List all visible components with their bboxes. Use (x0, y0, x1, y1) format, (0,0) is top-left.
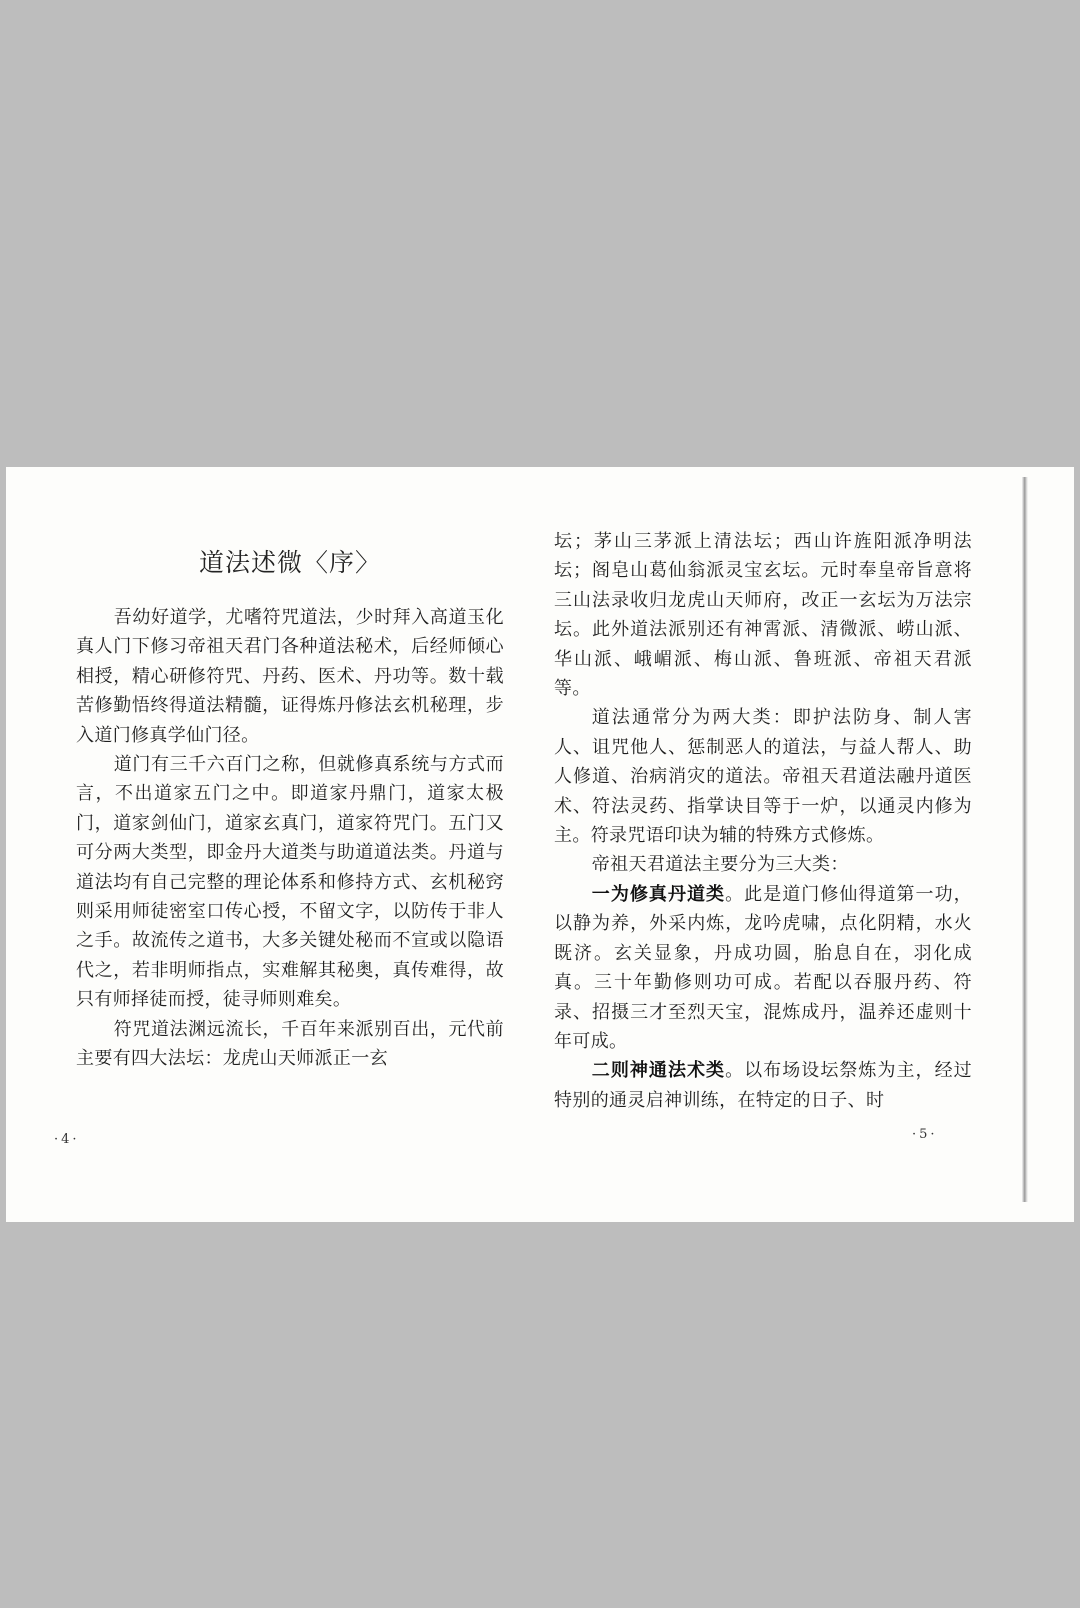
category-heading: 二则神通法术类 (591, 1060, 726, 1082)
page-title: 道法述微〈序〉 (198, 548, 381, 577)
page-number-right: ·5· (912, 1127, 938, 1142)
list-item-first-category (554, 880, 972, 1056)
paragraph: 道法通常分为两大类：即护法防身、制人害人、诅咒他人、惩制恶人的道法，与益人帮人、助人修道、治病消灾的道法。帝祖天君道法融丹道医术、符法灵药、指掌诀目等于一炉，以通灵内修为主。符录咒语印诀为辅的特殊方式修炼。 (554, 707, 972, 847)
paragraph: 帝祖天君道法主要分为三大类： (591, 854, 849, 876)
category-heading: 一为修真丹道类 (591, 883, 726, 905)
right-page (554, 467, 972, 1115)
page-number-left: ·4· (54, 1132, 80, 1147)
list-item-second-category (554, 1056, 972, 1115)
paragraph: 道门有三千六百门之称，但就修真系统与方式而言，不出道家五门之中。即道家丹鼎门，道家太极门，道家剑仙门，道家玄真门，道家符咒门。五门又可分两大类型，即金丹大道类与助道道法类。丹道与道法均有自己完整的理论体系和修持方式、玄机秘窍则采用师徒密室口传心授，不留文字，以防传于非人之手。故流传之道书，大多关键处秘而不宣或以隐语代之，若非明师指点，实难解其秘奥，真传难得，故只有师择徒而授，徒寻师则难矣。 (76, 754, 504, 1011)
category-text: 。以布场设坛祭炼为主，经过特别的通灵启神训练，在特定的日子、时 (554, 1060, 972, 1111)
category-text: 。此是道门修仙得道第一功，以静为养，外采内炼，龙吟虎啸，点化阴精，水火既济。玄关显象，丹成功圆，胎息自在，羽化成真。三十年勤修则功可成。若配以吞服丹药、符录、招摄三才至烈天宝，混炼成丹，温养还虚则十年可成。 (554, 883, 972, 1052)
paragraph: 符咒道法渊远流长，千百年来派别百出，元代前主要有四大法坛：龙虎山天师派正一玄 (76, 1018, 504, 1070)
continued-paragraph: 坛；茅山三茅派上清法坛；西山许旌阳派净明法坛；阁皂山葛仙翁派灵宝玄坛。元时奉皇帝旨意将三山法录收归龙虎山天师府，改正一玄坛为万法宗坛。此外道法派别还有神霄派、清微派、崂山派、华山派、峨嵋派、梅山派、鲁班派、帝祖天君派等。 (554, 531, 972, 700)
paragraph: 吾幼好道学，尤嗜符咒道法，少时拜入高道玉化真人门下修习帝祖天君门各种道法秘术，后经师倾心相授，精心研修符咒、丹药、医术、丹功等。数十载苦修勤悟终得道法精髓，证得炼丹修法玄机秘理，步入道门修真学仙门径。 (76, 607, 504, 746)
left-page (76, 467, 504, 1074)
right-page-body (554, 527, 972, 1115)
left-page-body (76, 603, 504, 1074)
page-edge-shadow (1022, 477, 1028, 1202)
book-spread (6, 467, 1074, 1222)
